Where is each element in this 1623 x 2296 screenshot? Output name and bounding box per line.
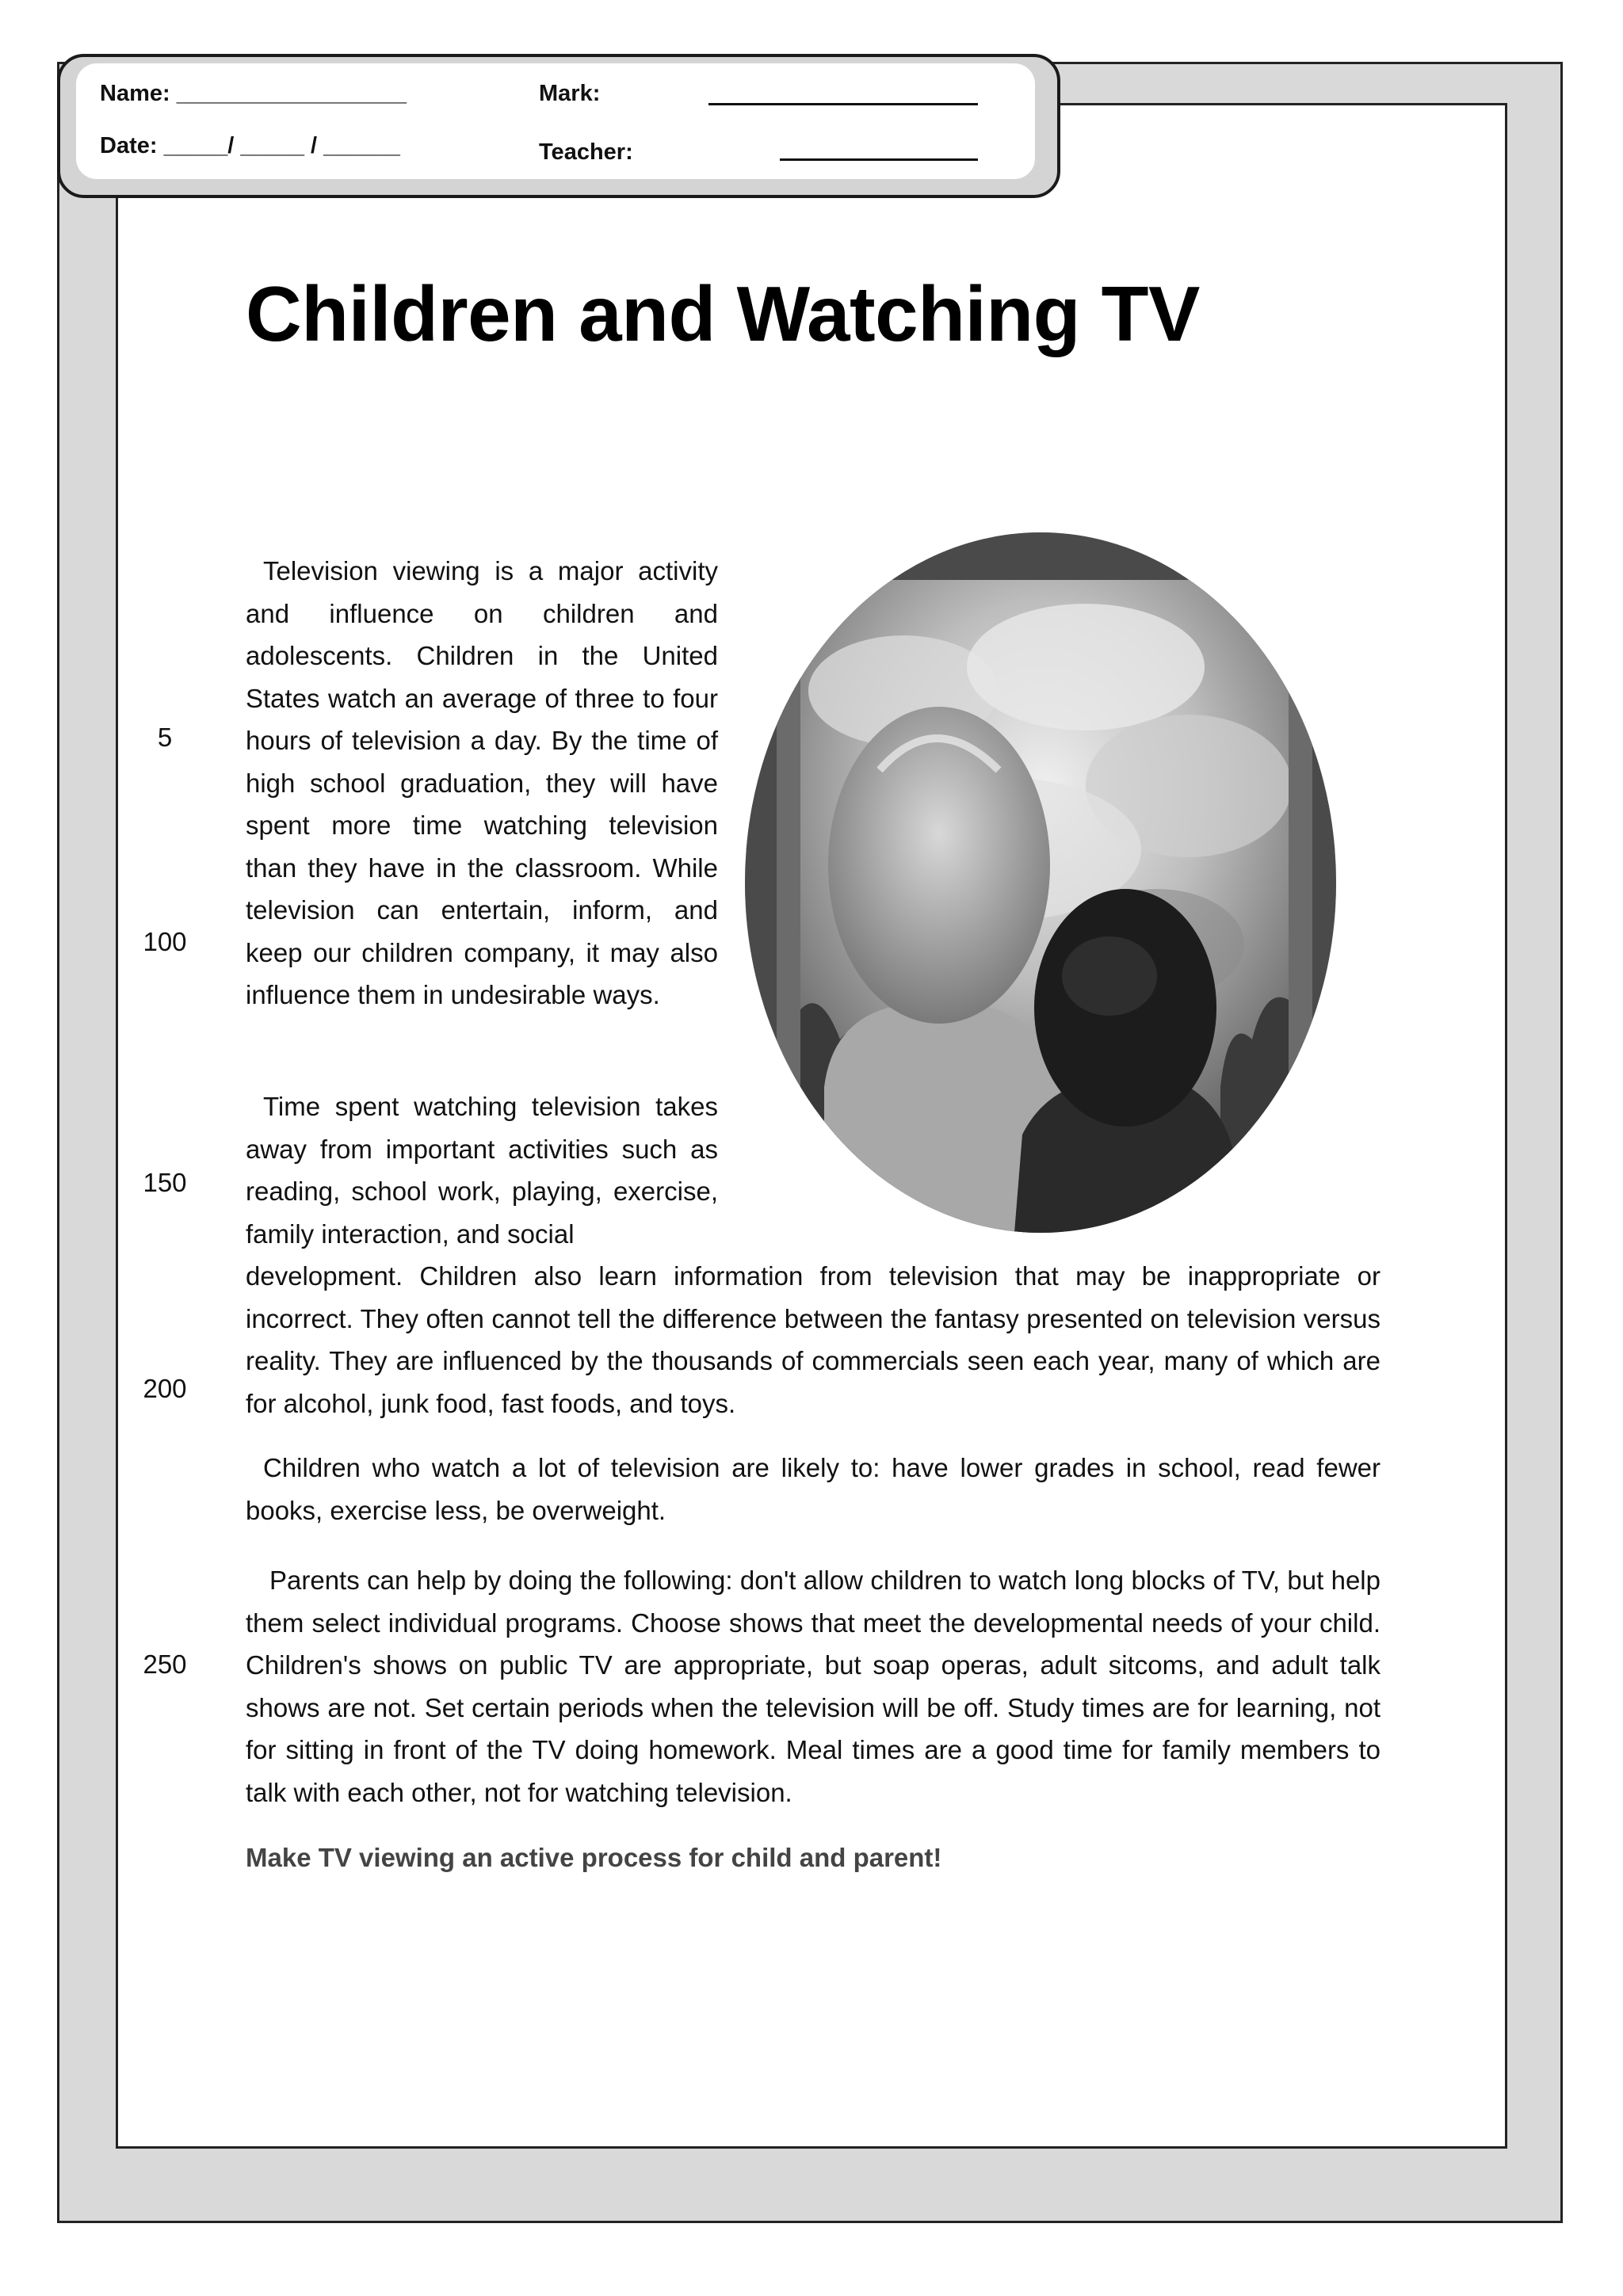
teacher-field[interactable] [780,158,978,161]
line-number: 200 [143,1374,187,1403]
line-number: 100 [143,927,187,956]
teacher-label: Teacher: [539,139,633,165]
line-number: 5 [157,723,173,752]
date-field[interactable]: Date: _____/ _____ / ______ [100,133,400,158]
paragraph-1: Television viewing is a major activity and influence on children and adolescents. Children in the United States watch an average of three to four hours of television a day. By the time of high school graduation, they will have spent more time watching television than they have in the classroom. While television can entertain, inform, and keep our children company, it may also influence them in undesirable ways. [246,556,718,1009]
children-watching-tv-photo [745,532,1336,1233]
paragraph-2: Time spent watching television takes away from important activities such as reading, school work, playing, exercise, family interaction, and social [246,1092,718,1249]
paragraph-2-continued: development. Children also learn information from television that may be inappropriate or incorrect. They often cannot tell the difference between the fantasy presented on television versus reality. They are influenced by the thousands of commercials seen each year, many of which are for alcohol, junk food, fast foods, and toys. [246,1261,1381,1418]
page-title: Children and Watching TV [246,270,1200,357]
closing-statement: Make TV viewing an active process for child and parent! [246,1843,942,1872]
line-number: 150 [143,1168,187,1197]
line-number: 250 [143,1650,187,1679]
mark-label: Mark: [539,81,601,106]
mark-field[interactable] [708,103,978,105]
paragraph-4: Parents can help by doing the following: don't allow children to watch long blocks of TV, but help them select individual programs. Choose shows that meet the developmental needs of your child. Children's shows on public TV are appropriate, but soap operas, adult sitcoms, and adult talk shows are not. Set certain periods when the television will be off. Study times are for learning, not for sitting in front of the TV doing homework. Meal times are a good time for family members to talk with each other, not for watching television. [246,1566,1381,1807]
paragraph-3: Children who watch a lot of television are likely to: have lower grades in school, read fewer books, exercise less, be overweight. [246,1453,1381,1525]
name-field[interactable]: Name: __________________ [100,81,407,106]
